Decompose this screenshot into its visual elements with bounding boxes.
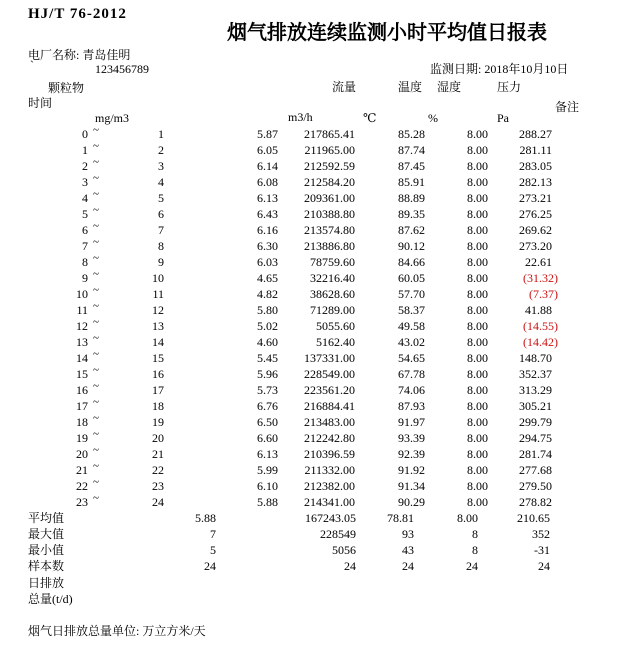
pm-value: 6.13: [257, 191, 278, 205]
hour-start: 21: [76, 463, 88, 477]
hour-start: 3: [82, 175, 88, 189]
flow-value: 213574.80: [304, 223, 355, 237]
pm-value: 5.99: [257, 463, 278, 477]
hour-start: 15: [76, 367, 88, 381]
range-separator: ~: [93, 204, 99, 216]
flow-value: 5162.40: [316, 335, 355, 349]
pm-value: 4.65: [257, 271, 278, 285]
pm-value: 5.02: [257, 319, 278, 333]
unit-pressure: Pa: [497, 111, 509, 125]
stray-mark: `: [30, 58, 34, 72]
column-header-flow: 流量: [332, 80, 357, 94]
humidity-value: 8.00: [467, 255, 488, 269]
temperature-value: 91.34: [398, 479, 425, 493]
hour-end: 18: [152, 399, 164, 413]
column-header-pressure: 压力: [497, 80, 522, 94]
hourly-row: [0, 174, 558, 190]
hour-end: 12: [152, 303, 164, 317]
range-separator: ~: [93, 332, 99, 344]
flow-value: 216884.41: [304, 399, 355, 413]
hour-end: 7: [158, 223, 164, 237]
unit-flow: m3/h: [288, 110, 313, 124]
pressure-value: 283.05: [519, 159, 552, 173]
hour-end: 17: [152, 383, 164, 397]
hour-end: 24: [152, 495, 164, 509]
plant-code: 123456789: [95, 62, 149, 76]
humidity-value: 8.00: [467, 447, 488, 461]
flow-value: 213483.00: [304, 415, 355, 429]
hour-start: 5: [82, 207, 88, 221]
flow-value: 211965.00: [304, 143, 355, 157]
pm-value: 4.82: [257, 287, 278, 301]
unit-temperature: ℃: [363, 111, 377, 125]
summary-pressure-value: 352: [532, 527, 550, 541]
hourly-row: [0, 238, 558, 254]
column-header-humidity: 湿度: [437, 80, 462, 94]
pm-value: 6.30: [257, 239, 278, 253]
pressure-value: 22.61: [525, 255, 552, 269]
hour-start: 12: [76, 319, 88, 333]
temperature-value: 57.70: [398, 287, 425, 301]
column-header-temperature: 温度: [398, 80, 423, 94]
humidity-value: 8.00: [467, 319, 488, 333]
humidity-value: 8.00: [467, 479, 488, 493]
hour-start: 10: [76, 287, 88, 301]
hour-end: 3: [158, 159, 164, 173]
humidity-value: 8.00: [467, 367, 488, 381]
humidity-value: 8.00: [467, 431, 488, 445]
column-header-time: 时间: [28, 96, 53, 110]
hour-end: 15: [152, 351, 164, 365]
hourly-row: [0, 206, 558, 222]
footer-note: 烟气日排放总量单位: 万立方米/天: [28, 624, 206, 638]
summary-humidity-value: 24: [466, 559, 478, 573]
summary-table: [28, 510, 550, 574]
flow-value: 210388.80: [304, 207, 355, 221]
summary-label: 最小值: [28, 543, 65, 557]
unit-humidity: %: [428, 111, 438, 125]
hour-start: 7: [82, 239, 88, 253]
hour-start: 8: [82, 255, 88, 269]
pm-value: 6.03: [257, 255, 278, 269]
humidity-value: 8.00: [467, 191, 488, 205]
hourly-row: [0, 190, 558, 206]
summary-flow-value: 167243.05: [305, 511, 356, 525]
flow-value: 217865.41: [304, 127, 355, 141]
summary-pm-value: 5: [210, 543, 216, 557]
pm-value: 4.60: [257, 335, 278, 349]
pm-value: 5.80: [257, 303, 278, 317]
summary-row: [28, 558, 550, 574]
hourly-row: [0, 142, 558, 158]
hour-end: 6: [158, 207, 164, 221]
pressure-value: 281.74: [519, 447, 552, 461]
temperature-value: 87.62: [398, 223, 425, 237]
flow-value: 38628.60: [310, 287, 355, 301]
hourly-row: [0, 494, 558, 510]
hourly-row: [0, 270, 558, 286]
hour-end: 23: [152, 479, 164, 493]
temperature-value: 60.05: [398, 271, 425, 285]
hourly-row: [0, 286, 558, 302]
pressure-value: (7.37): [529, 287, 558, 301]
hour-end: 21: [152, 447, 164, 461]
humidity-value: 8.00: [467, 143, 488, 157]
flow-value: 71289.00: [310, 303, 355, 317]
temperature-value: 58.37: [398, 303, 425, 317]
hour-end: 19: [152, 415, 164, 429]
range-separator: ~: [93, 412, 99, 424]
flow-value: 212382.00: [304, 479, 355, 493]
range-separator: ~: [93, 236, 99, 248]
hourly-row: [0, 334, 558, 350]
pressure-value: 305.21: [519, 399, 552, 413]
temperature-value: 87.45: [398, 159, 425, 173]
pressure-value: 299.79: [519, 415, 552, 429]
flow-value: 212242.80: [304, 431, 355, 445]
hour-end: 11: [152, 287, 164, 301]
humidity-value: 8.00: [467, 239, 488, 253]
hourly-row: [0, 414, 558, 430]
summary-flow-value: 24: [344, 559, 356, 573]
range-separator: ~: [93, 396, 99, 408]
hour-end: 1: [158, 127, 164, 141]
range-separator: ~: [93, 476, 99, 488]
summary-row: [28, 510, 550, 526]
summary-humidity-value: 8: [472, 527, 478, 541]
humidity-value: 8.00: [467, 383, 488, 397]
hour-start: 1: [82, 143, 88, 157]
temperature-value: 88.89: [398, 191, 425, 205]
temperature-value: 85.91: [398, 175, 425, 189]
plant-name-line: [28, 46, 130, 63]
range-separator: ~: [93, 380, 99, 392]
hourly-row: [0, 158, 558, 174]
monitor-date-label: 监测日期:: [430, 62, 482, 76]
temperature-value: 91.92: [398, 463, 425, 477]
hour-end: 13: [152, 319, 164, 333]
pm-value: 6.43: [257, 207, 278, 221]
pm-value: 6.16: [257, 223, 278, 237]
humidity-value: 8.00: [467, 351, 488, 365]
humidity-value: 8.00: [467, 303, 488, 317]
hour-end: 2: [158, 143, 164, 157]
hour-start: 14: [76, 351, 88, 365]
pm-value: 5.87: [257, 127, 278, 141]
pm-value: 6.60: [257, 431, 278, 445]
humidity-value: 8.00: [467, 463, 488, 477]
range-separator: ~: [93, 444, 99, 456]
hour-start: 2: [82, 159, 88, 173]
summary-label: 最大值: [28, 527, 65, 541]
pressure-value: 278.82: [519, 495, 552, 509]
summary-humidity-value: 8.00: [457, 511, 478, 525]
temperature-value: 90.29: [398, 495, 425, 509]
pressure-value: 281.11: [519, 143, 552, 157]
humidity-value: 8.00: [467, 495, 488, 509]
humidity-value: 8.00: [467, 127, 488, 141]
humidity-value: 8.00: [467, 399, 488, 413]
hour-start: 23: [76, 495, 88, 509]
summary-flow-value: 5056: [332, 543, 356, 557]
hour-end: 4: [158, 175, 164, 189]
hour-end: 5: [158, 191, 164, 205]
temperature-value: 67.78: [398, 367, 425, 381]
pm-value: 6.76: [257, 399, 278, 413]
temperature-value: 54.65: [398, 351, 425, 365]
summary-row: [28, 542, 550, 558]
flow-value: 210396.59: [304, 447, 355, 461]
range-separator: ~: [93, 460, 99, 472]
range-separator: ~: [93, 252, 99, 264]
summary-temperature-value: 43: [402, 543, 414, 557]
flow-value: 5055.60: [316, 319, 355, 333]
hourly-row: [0, 318, 558, 334]
range-separator: ~: [93, 140, 99, 152]
hour-start: 6: [82, 223, 88, 237]
hour-end: 8: [158, 239, 164, 253]
flow-value: 212592.59: [304, 159, 355, 173]
humidity-value: 8.00: [467, 175, 488, 189]
flow-value: 223561.20: [304, 383, 355, 397]
hour-start: 4: [82, 191, 88, 205]
pm-value: 6.14: [257, 159, 278, 173]
monitor-date-value: 2018年10月10日: [484, 62, 569, 76]
range-separator: ~: [93, 172, 99, 184]
temperature-value: 92.39: [398, 447, 425, 461]
daily-total-label-line1: 日排放: [28, 576, 65, 590]
summary-label: 平均值: [28, 511, 65, 525]
hour-start: 19: [76, 431, 88, 445]
pm-value: 5.73: [257, 383, 278, 397]
hour-start: 17: [76, 399, 88, 413]
temperature-value: 89.35: [398, 207, 425, 221]
hourly-row: [0, 254, 558, 270]
pressure-value: 313.29: [519, 383, 552, 397]
pressure-value: 282.13: [519, 175, 552, 189]
humidity-value: 8.00: [467, 159, 488, 173]
pressure-value: 269.62: [519, 223, 552, 237]
pm-value: 6.05: [257, 143, 278, 157]
humidity-value: 8.00: [467, 223, 488, 237]
pressure-value: (14.42): [523, 335, 558, 349]
range-separator: ~: [93, 348, 99, 360]
hour-end: 10: [152, 271, 164, 285]
pressure-value: 352.37: [519, 367, 552, 381]
flow-value: 78759.60: [310, 255, 355, 269]
summary-pm-value: 5.88: [195, 511, 216, 525]
hour-start: 0: [82, 127, 88, 141]
temperature-value: 43.02: [398, 335, 425, 349]
hour-start: 13: [76, 335, 88, 349]
summary-temperature-value: 78.81: [387, 511, 414, 525]
summary-pressure-value: 210.65: [517, 511, 550, 525]
standard-code: HJ/T 76-2012: [28, 6, 127, 22]
hourly-row: [0, 222, 558, 238]
summary-pressure-value: 24: [538, 559, 550, 573]
flow-value: 137331.00: [304, 351, 355, 365]
flow-value: 209361.00: [304, 191, 355, 205]
monitor-date-line: [430, 60, 568, 77]
pressure-value: 273.21: [519, 191, 552, 205]
column-header-remark: 备注: [555, 100, 580, 114]
temperature-value: 84.66: [398, 255, 425, 269]
pm-value: 5.45: [257, 351, 278, 365]
report-title: 烟气排放连续监测小时平均值日报表: [227, 22, 547, 44]
pressure-value: 279.50: [519, 479, 552, 493]
range-separator: ~: [93, 188, 99, 200]
summary-pressure-value: -31: [534, 543, 550, 557]
hour-end: 22: [152, 463, 164, 477]
flow-value: 228549.00: [304, 367, 355, 381]
summary-humidity-value: 8: [472, 543, 478, 557]
flow-value: 212584.20: [304, 175, 355, 189]
range-separator: ~: [93, 220, 99, 232]
pm-value: 5.96: [257, 367, 278, 381]
summary-temperature-value: 24: [402, 559, 414, 573]
plant-name-label: 电厂名称:: [28, 48, 80, 62]
humidity-value: 8.00: [467, 335, 488, 349]
temperature-value: 87.74: [398, 143, 425, 157]
humidity-value: 8.00: [467, 271, 488, 285]
flow-value: 213886.80: [304, 239, 355, 253]
summary-flow-value: 228549: [320, 527, 356, 541]
hourly-row: [0, 462, 558, 478]
hour-start: 18: [76, 415, 88, 429]
hourly-row: [0, 430, 558, 446]
hourly-table: [0, 126, 558, 510]
humidity-value: 8.00: [467, 287, 488, 301]
range-separator: ~: [93, 156, 99, 168]
pressure-value: (31.32): [523, 271, 558, 285]
summary-pm-value: 24: [204, 559, 216, 573]
pm-value: 6.50: [257, 415, 278, 429]
flow-value: 211332.00: [304, 463, 355, 477]
range-separator: ~: [93, 300, 99, 312]
temperature-value: 91.97: [398, 415, 425, 429]
plant-name-value: 青岛佳明: [82, 48, 131, 62]
range-separator: ~: [93, 492, 99, 504]
pressure-value: 41.88: [525, 303, 552, 317]
pressure-value: 273.20: [519, 239, 552, 253]
column-header-particulate: 颗粒物: [48, 81, 85, 95]
pressure-value: 148.70: [519, 351, 552, 365]
pm-value: 6.13: [257, 447, 278, 461]
hourly-row: [0, 382, 558, 398]
hour-end: 9: [158, 255, 164, 269]
summary-temperature-value: 93: [402, 527, 414, 541]
pm-value: 6.08: [257, 175, 278, 189]
flow-value: 32216.40: [310, 271, 355, 285]
range-separator: ~: [93, 428, 99, 440]
hour-start: 9: [82, 271, 88, 285]
daily-total-label-line2: 总量(t/d): [28, 592, 73, 606]
temperature-value: 74.06: [398, 383, 425, 397]
pm-value: 5.88: [257, 495, 278, 509]
temperature-value: 49.58: [398, 319, 425, 333]
hourly-row: [0, 366, 558, 382]
hour-start: 16: [76, 383, 88, 397]
summary-pm-value: 7: [210, 527, 216, 541]
range-separator: ~: [93, 284, 99, 296]
pressure-value: 288.27: [519, 127, 552, 141]
pressure-value: 294.75: [519, 431, 552, 445]
hour-end: 20: [152, 431, 164, 445]
hour-start: 20: [76, 447, 88, 461]
summary-label: 样本数: [28, 559, 65, 573]
hour-end: 14: [152, 335, 164, 349]
pm-value: 6.10: [257, 479, 278, 493]
unit-particulate: mg/m3: [95, 111, 130, 125]
hourly-row: [0, 350, 558, 366]
range-separator: ~: [93, 364, 99, 376]
hourly-row: [0, 302, 558, 318]
pressure-value: (14.55): [523, 319, 558, 333]
hour-start: 22: [76, 479, 88, 493]
hourly-row: [0, 126, 558, 142]
humidity-value: 8.00: [467, 207, 488, 221]
pressure-value: 276.25: [519, 207, 552, 221]
hourly-row: [0, 478, 558, 494]
pressure-value: 277.68: [519, 463, 552, 477]
range-separator: ~: [93, 124, 99, 136]
range-separator: ~: [93, 268, 99, 280]
hourly-row: [0, 398, 558, 414]
temperature-value: 93.39: [398, 431, 425, 445]
temperature-value: 90.12: [398, 239, 425, 253]
humidity-value: 8.00: [467, 415, 488, 429]
hourly-row: [0, 446, 558, 462]
range-separator: ~: [93, 316, 99, 328]
hour-start: 11: [76, 303, 88, 317]
temperature-value: 87.93: [398, 399, 425, 413]
flow-value: 214341.00: [304, 495, 355, 509]
hour-end: 16: [152, 367, 164, 381]
summary-row: [28, 526, 550, 542]
temperature-value: 85.28: [398, 127, 425, 141]
